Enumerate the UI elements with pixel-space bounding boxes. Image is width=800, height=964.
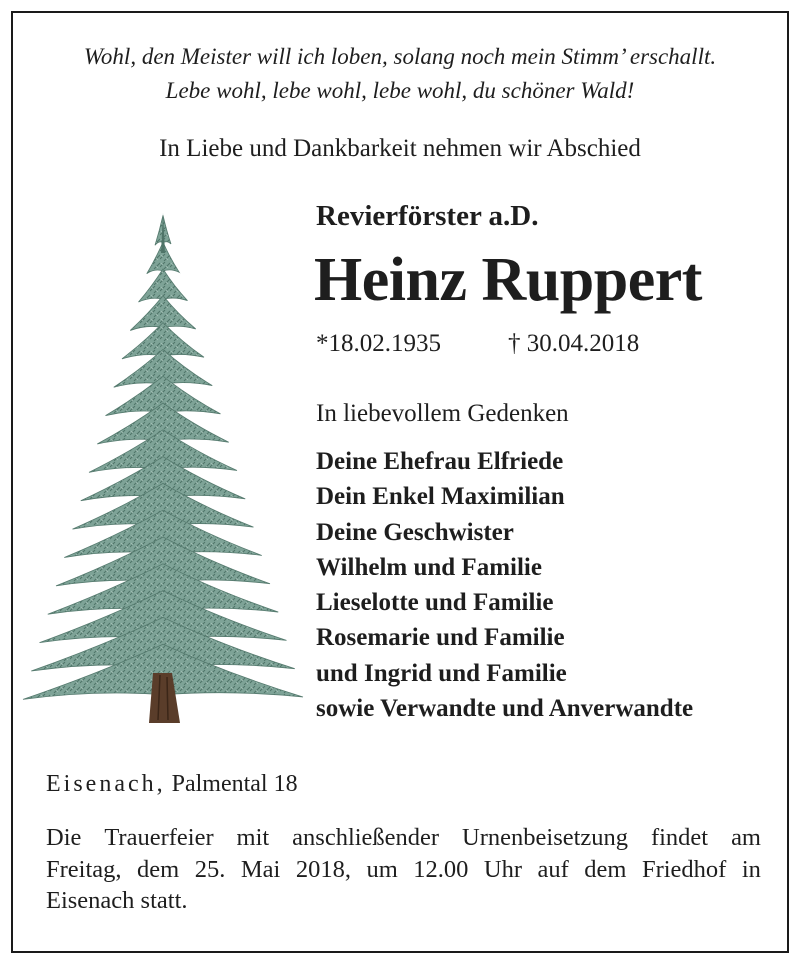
funeral-notice — [46, 822, 761, 917]
deceased-name: Heinz Ruppert — [314, 246, 702, 314]
family-member: Dein Enkel Maximilian — [316, 483, 565, 511]
notice-word: dem — [584, 855, 627, 883]
notice-word: Uhr — [483, 855, 522, 883]
family-list — [316, 444, 693, 726]
death-date: † 30.04.2018 — [508, 330, 640, 357]
notice-word: Die — [46, 824, 82, 851]
quote-line-2: Lebe wohl, lebe wohl, lebe wohl, du schöner Wald! — [165, 78, 635, 103]
family-member: Deine Ehefrau Elfriede — [316, 448, 564, 475]
family-member: Wilhelm und Familie — [316, 553, 542, 581]
notice-word: Freitag, — [46, 855, 122, 883]
quote-line-1: Wohl, den Meister will ich loben, solang noch mein Stimm’ erschallt. — [83, 44, 717, 69]
notice-word: in — [741, 855, 761, 883]
notice-word: findet — [650, 824, 709, 851]
family-member: und Ingrid und Familie — [316, 659, 567, 687]
funeral-notice-line-1 — [46, 822, 761, 854]
deceased-title: Revierförster a.D. — [316, 200, 539, 232]
family-member: Rosemarie und Familie — [316, 624, 565, 652]
family-member: sowie Verwandte und Anverwandte — [316, 695, 694, 723]
tree-foliage — [23, 213, 303, 699]
notice-word: Mai — [240, 855, 281, 883]
notice-word: anschließender — [292, 824, 440, 851]
notice-word: Trauerfeier — [104, 824, 214, 851]
address — [46, 771, 298, 798]
memory-line: In liebevollem Gedenken — [316, 400, 569, 427]
notice-word: um — [366, 855, 398, 883]
notice-word: dem — [137, 855, 180, 883]
notice-word: Urnenbeisetzung — [462, 824, 629, 851]
notice-word: am — [731, 824, 761, 851]
funeral-notice-line-3: Eisenach statt. — [46, 887, 188, 914]
intro-text: In Liebe und Dankbarkeit nehmen wir Abschied — [159, 135, 641, 162]
quote — [0, 40, 800, 108]
family-member: Deine Geschwister — [316, 518, 514, 546]
funeral-notice-line-2 — [46, 854, 761, 886]
notice-word: 12.00 — [413, 855, 469, 883]
notice-word: auf — [537, 855, 569, 883]
notice-word: Friedhof — [641, 855, 727, 883]
birth-date: *18.02.1935 — [316, 330, 441, 357]
notice-word: 2018, — [295, 855, 351, 883]
address-city: Eisenach, — [46, 771, 166, 797]
family-member: Lieselotte und Familie — [316, 589, 554, 617]
spruce-tree-icon — [20, 205, 310, 730]
address-street: Palmental 18 — [171, 771, 298, 797]
notice-word: 25. — [194, 855, 226, 883]
notice-word: mit — [236, 824, 270, 851]
